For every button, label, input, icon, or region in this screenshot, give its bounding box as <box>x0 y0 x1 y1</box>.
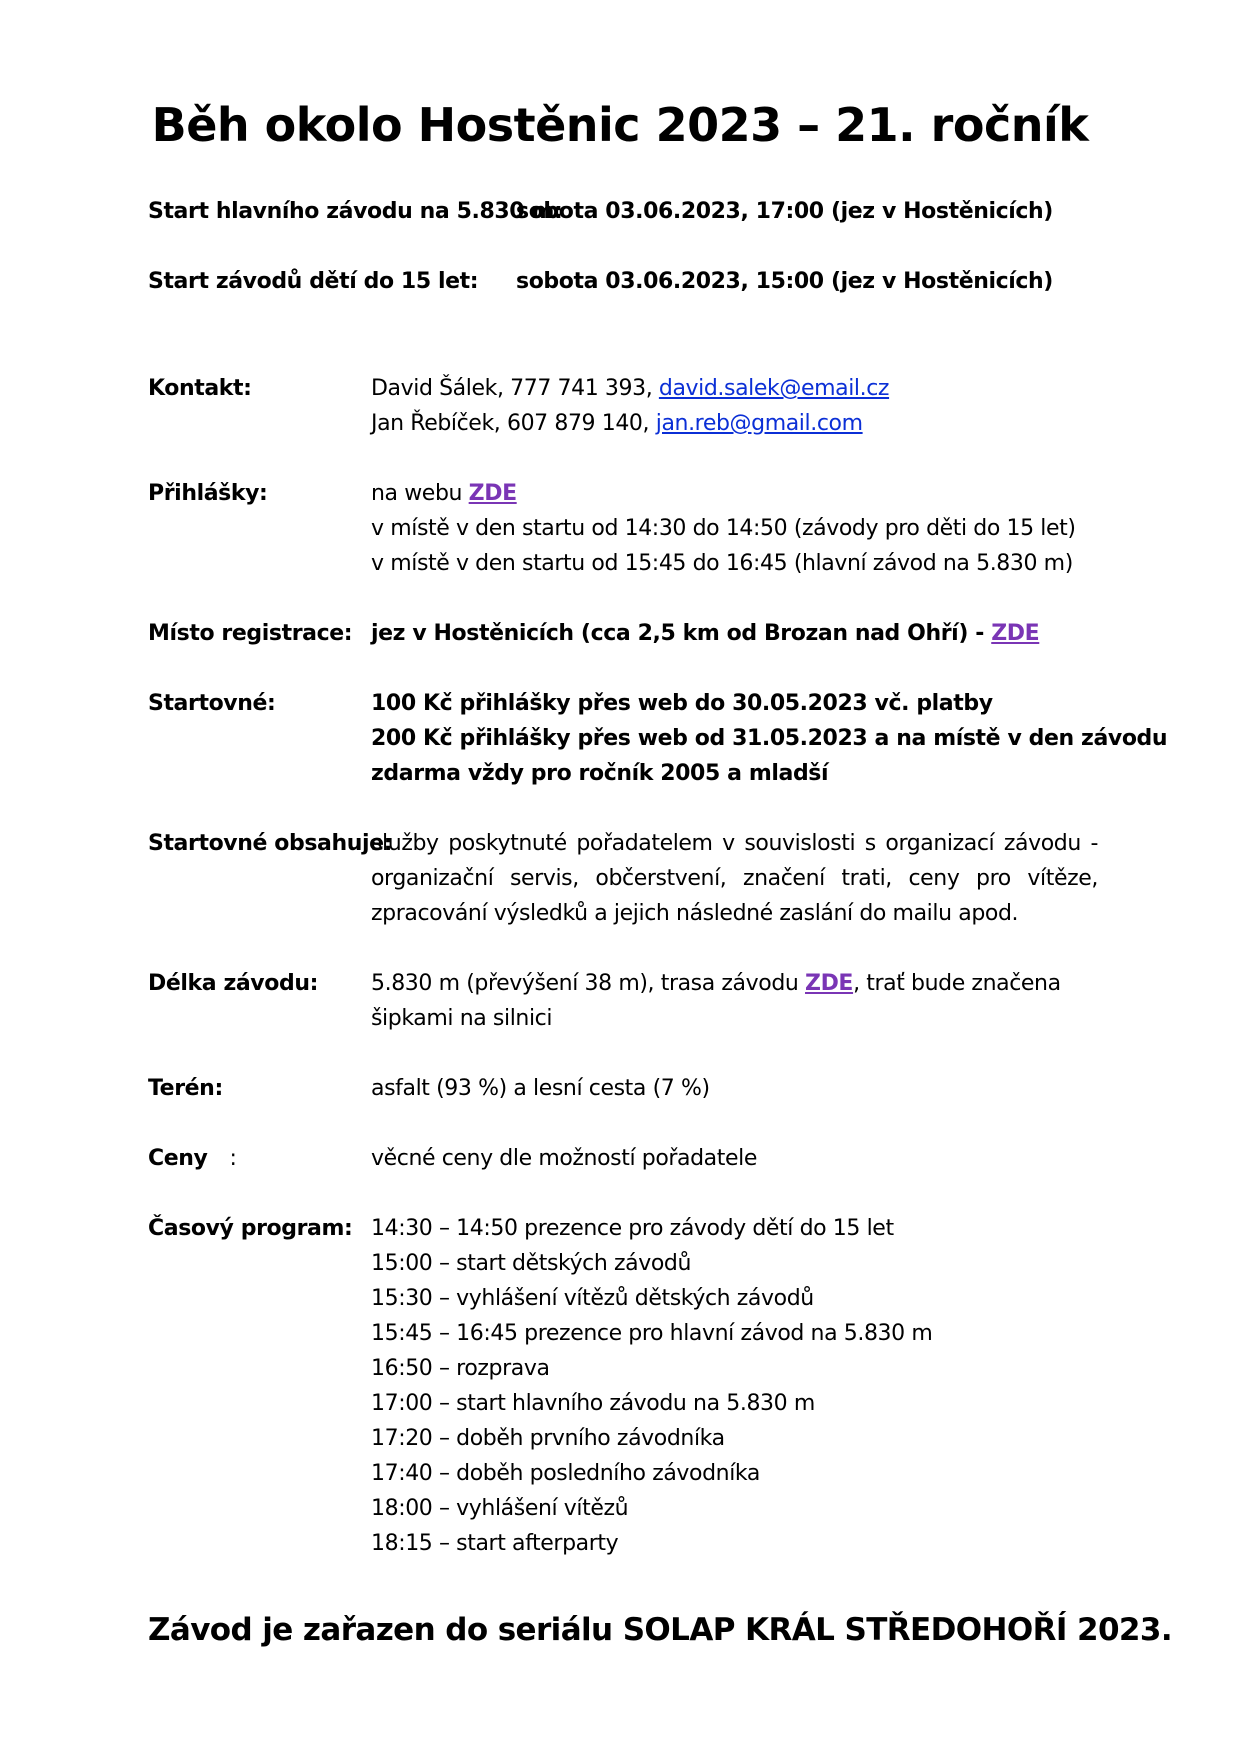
schedule-item: 14:30 – 14:50 prezence pro závody dětí do 15 let <box>371 1216 894 1241</box>
schedule-item: 17:40 – doběh posledního závodníka <box>371 1461 760 1486</box>
fee-includes-label: Startovné obsahuje: <box>148 831 393 856</box>
applications-web-link[interactable]: ZDE <box>468 481 517 506</box>
schedule-item: 15:45 – 16:45 prezence pro hlavní závod na 5.830 m <box>371 1321 933 1346</box>
schedule-item: 17:20 – doběh prvního závodníka <box>371 1426 725 1451</box>
terrain-text: asfalt (93 %) a lesní cesta (7 %) <box>371 1076 710 1101</box>
fee-includes-text: služby poskytnuté pořadatelem v souvislosti s organizací závodu - organizační servis, občerstvení, značení trati, ceny pro vítěze, zpracování výsledků a jejich následné zaslání do mailu apod. <box>371 831 1098 926</box>
contact-line-1 <box>371 371 1098 406</box>
terrain-label: Terén: <box>148 1076 223 1101</box>
schedule-item: 16:50 – rozprava <box>371 1356 550 1381</box>
contact-line-2 <box>371 406 1098 441</box>
contact-2-text: Jan Řebíček, 607 879 140, <box>371 411 656 436</box>
race-length-line-2: šipkami na silnici <box>371 1006 553 1031</box>
contact-label: Kontakt: <box>148 376 252 401</box>
prizes-label-text: Ceny <box>148 1146 208 1171</box>
race-length-text-before: 5.830 m (převýšení 38 m), trasa závodu <box>371 971 806 996</box>
registration-place-label: Místo registrace: <box>148 621 353 646</box>
fee-line-free: zdarma vždy pro ročník 2005 a mladší <box>371 761 829 786</box>
applications-web-text: na webu <box>371 481 469 506</box>
prizes-label-colon: : <box>229 1146 237 1171</box>
schedule-item: 15:00 – start dětských závodů <box>371 1251 692 1276</box>
schedule-label: Časový program: <box>148 1216 353 1241</box>
prizes-label <box>148 1141 237 1176</box>
schedule-item: 18:15 – start afterparty <box>371 1531 619 1556</box>
registration-place-map-link[interactable]: ZDE <box>991 621 1040 646</box>
kids-race-start-value: sobota 03.06.2023, 15:00 (jez v Hostěnicích) <box>516 269 1053 294</box>
schedule-item: 18:00 – vyhlášení vítězů <box>371 1496 629 1521</box>
registration-place-line <box>371 616 1098 651</box>
registration-place-text: jez v Hostěnicích (cca 2,5 km od Brozan nad Ohří) - <box>371 621 992 646</box>
document-title: Běh okolo Hostěnic 2023 – 21. ročník <box>151 98 1089 152</box>
applications-kids-line: v místě v den startu od 14:30 do 14:50 (závody pro děti do 15 let) <box>371 516 1076 541</box>
contact-1-text: David Šálek, 777 741 393, <box>371 376 659 401</box>
prizes-text: věcné ceny dle možností pořadatele <box>371 1146 757 1171</box>
main-race-start-value: sobota 03.06.2023, 17:00 (jez v Hostěnicích) <box>516 199 1053 224</box>
series-footer: Závod je zařazen do seriálu SOLAP KRÁL STŘEDOHOŘÍ 2023. <box>148 1612 1173 1648</box>
applications-web-line <box>371 476 1098 511</box>
fee-line-web-late: 200 Kč přihlášky přes web od 31.05.2023 a na místě v den závodu <box>371 726 1168 751</box>
applications-main-line: v místě v den startu od 15:45 do 16:45 (hlavní závod na 5.830 m) <box>371 551 1073 576</box>
contact-2-email-link[interactable]: jan.reb@gmail.com <box>655 411 863 436</box>
race-length-text-after: , trať bude značena <box>853 971 1061 996</box>
fee-line-web-early: 100 Kč přihlášky přes web do 30.05.2023 vč. platby <box>371 691 993 716</box>
fee-label: Startovné: <box>148 691 276 716</box>
applications-label: Přihlášky: <box>148 481 268 506</box>
kids-race-start-label: Start závodů dětí do 15 let: <box>148 269 479 294</box>
race-length-label: Délka závodu: <box>148 971 318 996</box>
schedule-item: 15:30 – vyhlášení vítězů dětských závodů <box>371 1286 814 1311</box>
race-length-line-1 <box>371 966 1098 1001</box>
schedule-item: 17:00 – start hlavního závodu na 5.830 m <box>371 1391 815 1416</box>
race-route-link[interactable]: ZDE <box>805 971 854 996</box>
main-race-start-label: Start hlavního závodu na 5.830 m: <box>148 199 563 224</box>
contact-1-email-link[interactable]: david.salek@email.cz <box>658 376 890 401</box>
